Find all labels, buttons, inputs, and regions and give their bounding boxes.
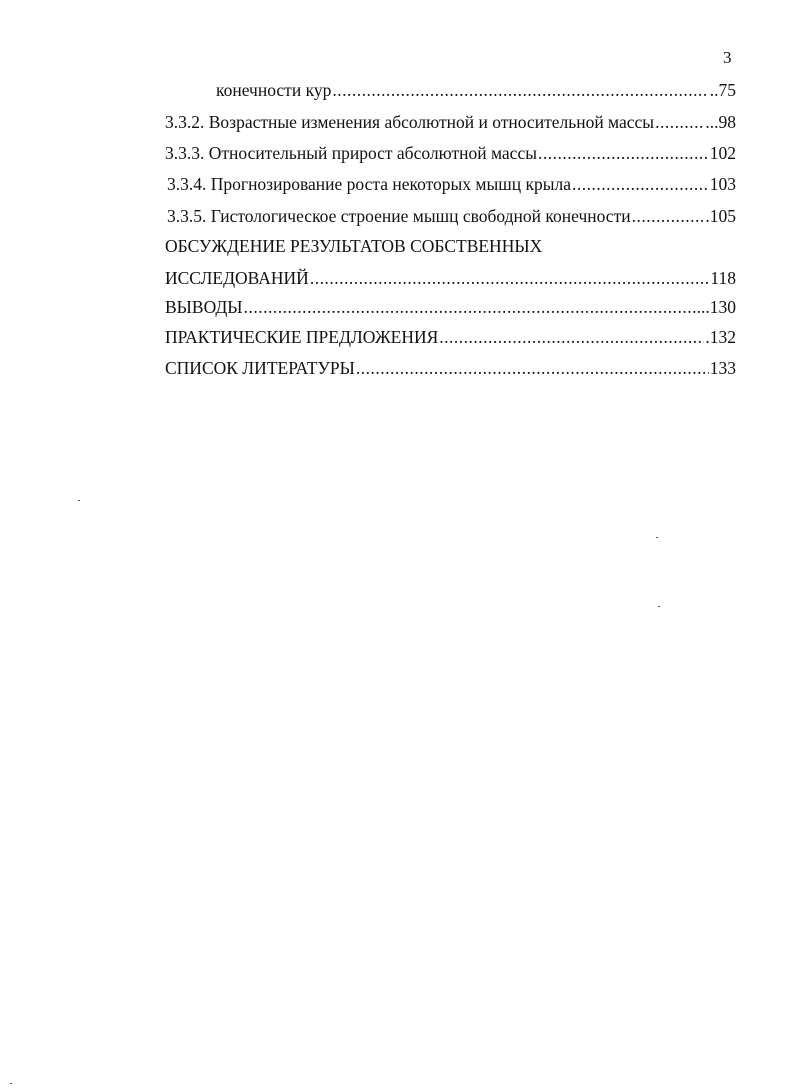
scan-speck [658,606,660,607]
toc-entry-page: ..75 [709,80,736,100]
toc-leader-dots [655,111,704,133]
scan-speck [10,1083,12,1084]
toc-leader-dots [332,79,708,101]
scan-speck [78,500,80,501]
toc-leader-dots [310,267,710,289]
toc-entry [165,326,736,348]
toc-heading [165,235,736,257]
toc-entry [165,142,736,164]
toc-entry-title: конечности кур [216,80,332,100]
scan-speck [656,537,658,538]
toc-entry-title: ОБСУЖДЕНИЕ РЕЗУЛЬТАТОВ СОБСТВЕННЫХ [165,236,543,256]
toc-entry-title: ПРАКТИЧЕСКИЕ ПРЕДЛОЖЕНИЯ [165,327,439,347]
toc-entry-page: .132 [705,327,736,347]
toc-entry-title: 3.3.5. Гистологическое строение мышц свободной конечности [167,206,631,226]
toc-entry-page: 103 [709,174,736,194]
toc-entry [167,205,736,227]
toc-entry [165,357,736,379]
toc-entry-title: ИССЛЕДОВАНИЙ [165,268,309,288]
page-number: 3 [723,48,732,67]
toc-leader-dots [632,205,705,227]
toc-leader-dots [572,173,709,195]
toc-leader-dots [538,142,709,164]
toc-entry-page: 102 [709,143,736,163]
toc-entry-page: ...98 [705,112,736,132]
toc-entry [167,173,736,195]
toc-leader-dots [244,296,696,318]
toc-entry [165,111,736,133]
toc-entry-page: 118 [710,268,736,288]
toc-entry [165,296,736,318]
toc-entry-title: СПИСОК ЛИТЕРАТУРЫ [165,358,355,378]
toc-entry-title: 3.3.2. Возрастные изменения абсолютной и относительной массы [165,112,655,132]
toc-entry-title: 3.3.4. Прогнозирование роста некоторых мышц крыла [167,174,571,194]
toc-leader-dots [356,357,709,379]
toc-entry-title: 3.3.3. Относительный прирост абсолютной массы [165,143,537,163]
toc-leader-dots [439,326,704,348]
toc-entry-page: 133 [709,358,736,378]
table-of-contents [0,0,797,400]
toc-entry [165,267,736,289]
toc-entry [216,79,736,101]
toc-entry-title: ВЫВОДЫ [165,297,243,317]
toc-entry-page: ...130 [696,297,736,317]
toc-entry-page: .105 [705,206,736,226]
